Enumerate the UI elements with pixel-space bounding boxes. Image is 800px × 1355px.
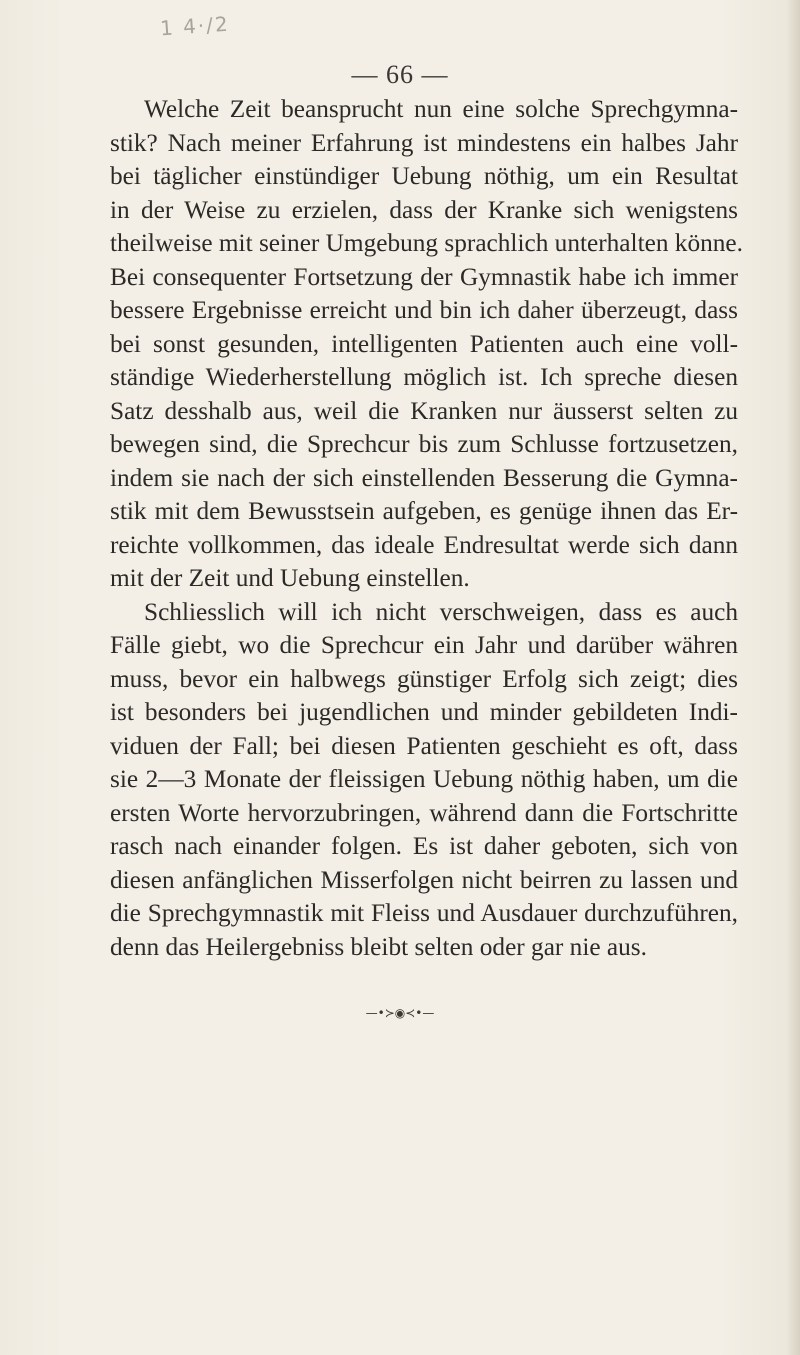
text-line: viduen der Fall; bei diesen Patienten geschieht es oft, dass bbox=[110, 731, 738, 760]
text-line: bei täglicher einstündiger Uebung nöthig, um ein Resultat bbox=[110, 162, 738, 190]
text-line: Bei consequenter Fortsetzung der Gymnastik habe ich immer bbox=[110, 262, 738, 291]
text-line: bei sonst gesunden, intelligenten Patienten auch eine voll- bbox=[110, 329, 738, 358]
text-line: theilweise mit seiner Umgebung sprachlich unterhalten könne. bbox=[110, 229, 743, 257]
text-line: sie 2—3 Monate der fleissigen Uebung nöthig haben, um die bbox=[110, 765, 738, 793]
paragraph-1 bbox=[110, 93, 743, 596]
text-line: Schliesslich will ich nicht verschweigen, dass es auch bbox=[144, 597, 738, 626]
end-ornament bbox=[0, 1006, 800, 1020]
text-line: Fälle giebt, wo die Sprechcur ein Jahr und darüber währen bbox=[110, 631, 738, 659]
text-line: indem sie nach der sich einstellenden Besserung die Gymna- bbox=[110, 463, 738, 492]
text-line: ständige Wiederherstellung möglich ist. Ich spreche diesen bbox=[110, 363, 738, 391]
ornament-glyph: —•≻◉≺•— bbox=[365, 1006, 435, 1020]
text-line: denn das Heilergebniss bleibt selten oder gar nie aus. bbox=[110, 932, 647, 961]
text-line: rasch nach einander folgen. Es ist daher geboten, sich von bbox=[110, 832, 738, 860]
text-line: stik mit dem Bewusstsein aufgeben, es genüge ihnen das Er- bbox=[110, 497, 738, 525]
page-number: — 66 — bbox=[351, 60, 449, 89]
text-line: reichte vollkommen, das ideale Endresultat werde sich dann bbox=[110, 530, 738, 559]
text-line: ist besonders bei jugendlichen und minder gebildeten Indi- bbox=[110, 698, 738, 726]
pencil-margin-note: 1 4·/2 bbox=[159, 11, 231, 41]
text-line: die Sprechgymnastik mit Fleiss und Ausdauer durchzuführen, bbox=[110, 899, 738, 927]
text-line: Satz desshalb aus, weil die Kranken nur äusserst selten zu bbox=[110, 396, 738, 425]
text-line: ersten Worte hervorzubringen, während dann die Fortschritte bbox=[110, 798, 738, 827]
text-line: muss, bevor ein halbwegs günstiger Erfolg sich zeigt; dies bbox=[110, 664, 738, 693]
text-line: in der Weise zu erzielen, dass der Kranke sich wenigstens bbox=[110, 195, 738, 224]
text-line: mit der Zeit und Uebung einstellen. bbox=[110, 564, 470, 592]
paragraph-2 bbox=[110, 596, 738, 965]
text-line: Welche Zeit beansprucht nun eine solche Sprechgymna- bbox=[144, 95, 738, 123]
text-line: stik? Nach meiner Erfahrung ist mindestens ein halbes Jahr bbox=[110, 128, 738, 157]
text-line: diesen anfänglichen Misserfolgen nicht beirren zu lassen und bbox=[110, 865, 738, 894]
body-text bbox=[110, 93, 743, 964]
text-line: bewegen sind, die Sprechcur bis zum Schlusse fortzusetzen, bbox=[110, 430, 738, 458]
text-line: bessere Ergebnisse erreicht und bin ich daher überzeugt, dass bbox=[110, 296, 738, 324]
page-edge-shadow bbox=[786, 0, 800, 1355]
